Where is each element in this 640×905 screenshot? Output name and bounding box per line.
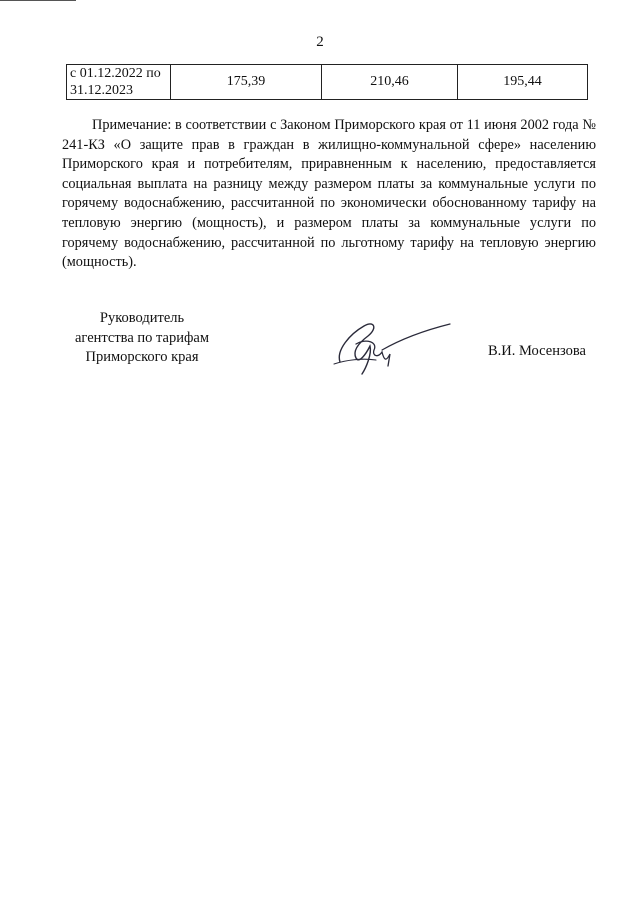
handwritten-signature	[326, 314, 456, 376]
table-row	[67, 65, 588, 100]
signer-title-line-3: Приморского края	[85, 349, 199, 365]
tariff-table	[66, 64, 588, 100]
period-end: 31.12.2023	[70, 83, 133, 98]
tariff-value-3: 195,44	[458, 65, 588, 100]
signer-name: В.И. Мосензова	[488, 343, 586, 359]
signer-title-line-1: Руководитель	[99, 310, 185, 326]
scan-edge-line	[0, 0, 76, 1]
signer-title	[52, 309, 232, 368]
tariff-value-1: 175,39	[171, 65, 322, 100]
note-paragraph: Примечание: в соответствии с Законом Приморского края от 11 июня 2002 года № 241-КЗ «О защите прав в граждан в жилищно-коммунальной сфере» населению Приморского края и потребителям, приравненным к населению, предоставляется социальная выплата на разницу между размером платы за коммунальные услуги по горячему водоснабжению, рассчитанной по экономически обоснованному тарифу на тепловую энергию (мощность), и размером платы за коммунальные услуги по горячему водоснабжению, рассчитанной по льготному тарифу на тепловую энергию (мощность).	[62, 117, 596, 271]
page-number: 2	[316, 34, 324, 50]
period-start: с 01.12.2022 по	[70, 66, 161, 81]
tariff-value-2: 210,46	[322, 65, 458, 100]
signer-title-line-2: агентства по тарифам	[75, 329, 209, 346]
period-cell	[67, 65, 171, 100]
